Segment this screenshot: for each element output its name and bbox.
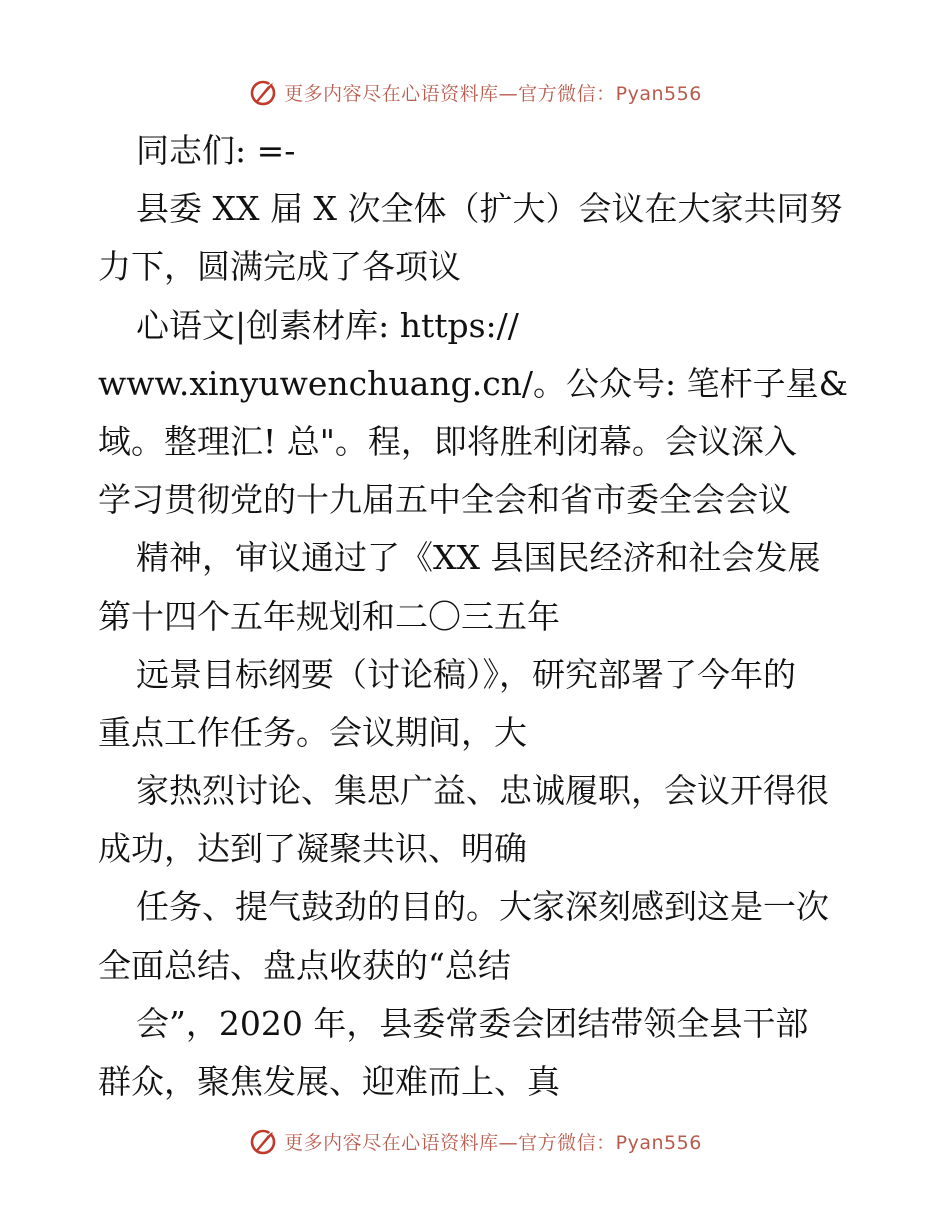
body-line: 学习贯彻党的十九届五中全会和省市委全会会议 [98, 480, 791, 520]
footer-watermark-text: 更多内容尽在心语资料库—官方微信：Pyan556 [284, 1131, 702, 1154]
footer-watermark-banner [0, 1121, 950, 1161]
body-line: 成功，达到了凝聚共识、明确 [98, 829, 527, 869]
header-watermark-banner [0, 72, 950, 112]
body-line: 心语文|创素材库: https:// [136, 305, 519, 345]
header-watermark-text: 更多内容尽在心语资料库—官方微信：Pyan556 [284, 82, 702, 105]
body-line: www.xinyuwenchuang.cn/。公众号: 笔杆子星& [98, 363, 849, 403]
document-body [98, 122, 868, 1111]
body-line: 远景目标纲要（讨论稿）》，研究部署了今年的 [136, 654, 796, 694]
quill-pen-in-circle-icon [248, 77, 278, 107]
body-line: 县委 XX 届 X 次全体（扩大）会议在大家共同努 [136, 189, 843, 229]
body-line: 家热烈讨论、集思广益、忠诚履职，会议开得很 [136, 771, 829, 811]
quill-pen-in-circle-icon [248, 1126, 278, 1156]
body-line: 全面总结、盘点收获的“总结 [98, 945, 511, 985]
body-line: 重点工作任务。会议期间，大 [98, 712, 527, 752]
body-line: 会”，2020 年，县委常委会团结带领全县干部 [136, 1003, 809, 1043]
body-line: 精神，审议通过了《XX 县国民经济和社会发展 [136, 538, 821, 578]
body-line: 同志们: =- [136, 131, 296, 170]
body-line: 域。整理汇! 总"。程，即将胜利闭幕。会议深入 [98, 421, 797, 461]
body-line: 力下，圆满完成了各项议 [98, 247, 461, 287]
body-line: 任务、提气鼓劲的目的。大家深刻感到这是一次 [136, 887, 829, 927]
body-line: 第十四个五年规划和二〇三五年 [98, 596, 560, 636]
body-line: 群众，聚焦发展、迎难而上、真 [98, 1062, 560, 1101]
